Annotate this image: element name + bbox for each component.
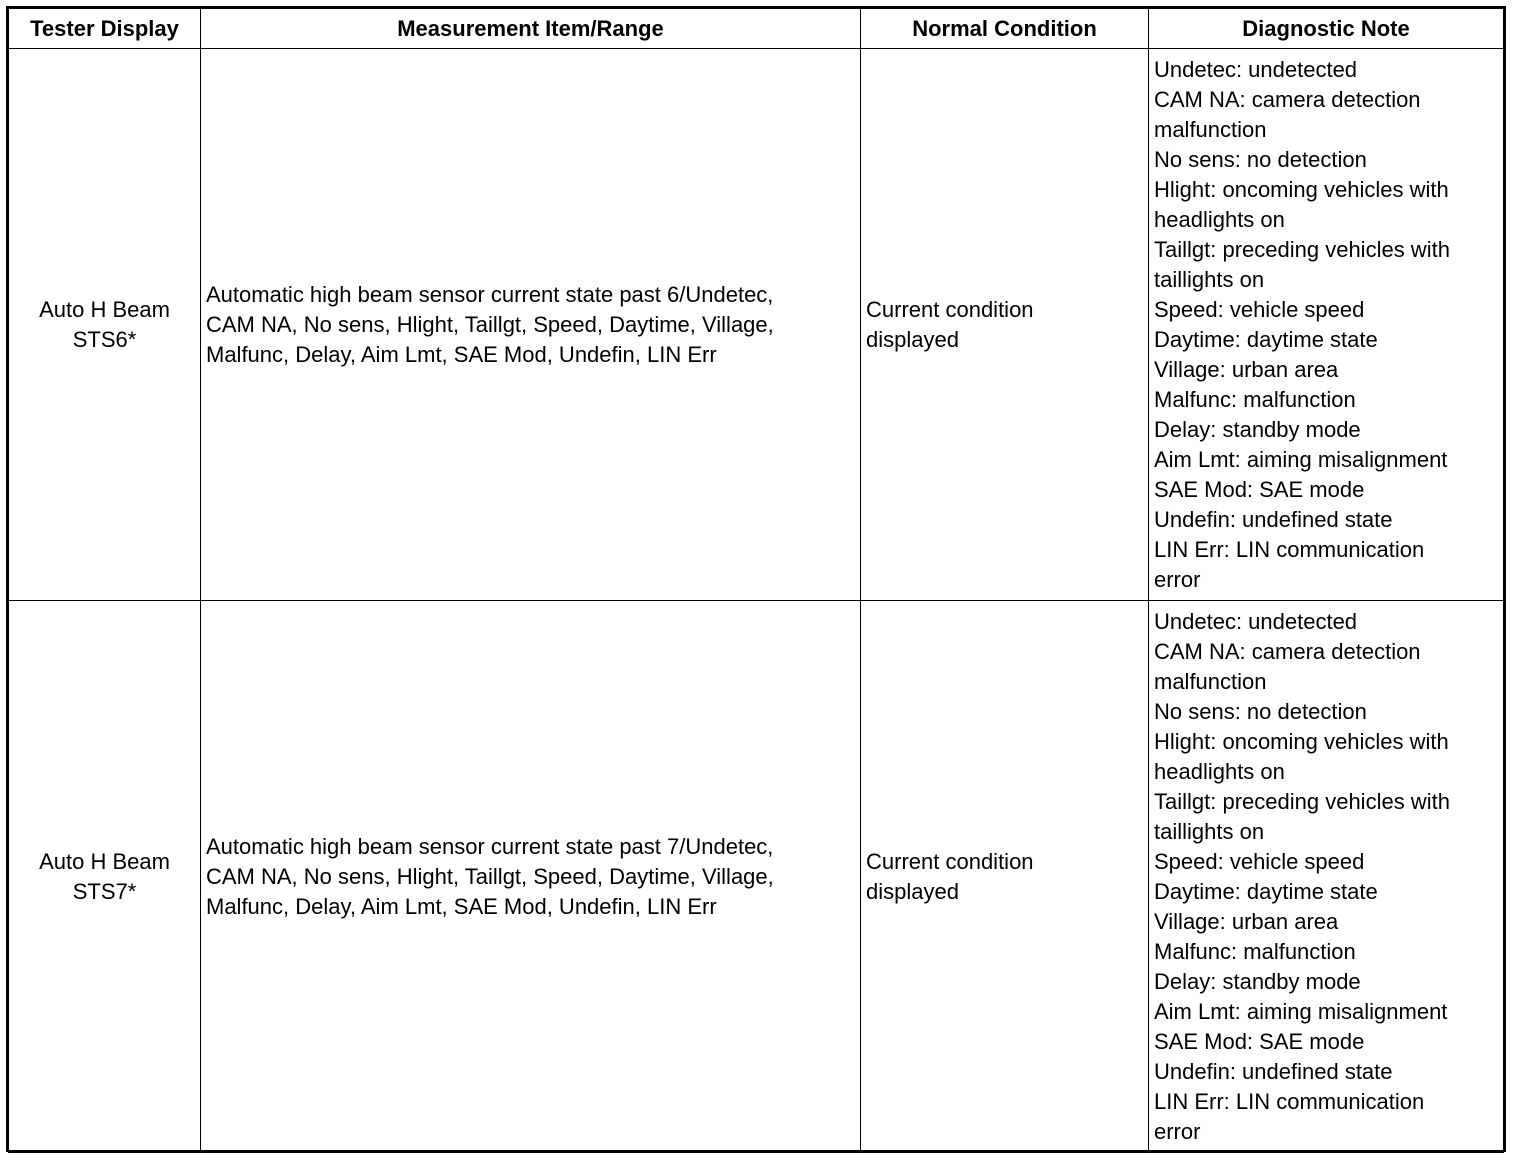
header-diagnostic-note: Diagnostic Note [1149, 9, 1504, 49]
normal-condition-cell [861, 49, 1149, 601]
diagnostic-note-line: No sens: no detection [1154, 147, 1367, 172]
diagnostic-note-line: malfunction [1154, 669, 1267, 694]
measurement-range-cell [201, 49, 861, 601]
diagnostic-note-line: SAE Mod: SAE mode [1154, 477, 1365, 502]
header-tester-display: Tester Display [9, 9, 201, 49]
diagnostic-note-line: Malfunc: malfunction [1154, 939, 1356, 964]
diagnostic-note-line: SAE Mod: SAE mode [1154, 1029, 1365, 1054]
diagnostic-note-line: Undefin: undefined state [1154, 507, 1393, 532]
diagnostic-note-line: taillights on [1154, 819, 1265, 844]
diagnostic-note-line: Undetec: undetected [1154, 57, 1358, 82]
measurement-range-line: Automatic high beam sensor current state past 6/Undetec, [206, 281, 774, 307]
diagnostic-note-line: Undefin: undefined state [1154, 1059, 1393, 1084]
diagnostic-note-line: CAM NA: camera detection [1154, 87, 1421, 112]
header-measurement-item-range: Measurement Item/Range [201, 9, 861, 49]
table-header-row [9, 9, 1504, 49]
diagnostic-note-line: Delay: standby mode [1154, 969, 1361, 994]
diagnostic-note-line: Malfunc: malfunction [1154, 387, 1356, 412]
tester-display-cell [9, 49, 201, 601]
diagnostic-note-line: error [1154, 567, 1201, 592]
diagnostic-table [8, 8, 1504, 1153]
diagnostic-note-line: taillights on [1154, 267, 1265, 292]
diagnostic-table-sheet [6, 6, 1506, 1152]
measurement-range-line: Automatic high beam sensor current state past 7/Undetec, [206, 833, 774, 859]
table-row [9, 601, 1504, 1153]
diagnostic-note-cell [1149, 49, 1504, 601]
tester-display-line: STS7* [72, 878, 137, 904]
diagnostic-note-line: Speed: vehicle speed [1154, 297, 1365, 322]
table-row [9, 49, 1504, 601]
diagnostic-note-line: headlights on [1154, 759, 1285, 784]
diagnostic-note-line: Village: urban area [1154, 909, 1339, 934]
measurement-range-line: CAM NA, No sens, Hlight, Taillgt, Speed, Daytime, Village, [206, 863, 774, 889]
measurement-range-line: Malfunc, Delay, Aim Lmt, SAE Mod, Undefin, LIN Err [206, 341, 717, 367]
diagnostic-note-line: LIN Err: LIN communication [1154, 1089, 1425, 1114]
diagnostic-note-line: Undetec: undetected [1154, 609, 1358, 634]
normal-condition-line: Current condition [866, 848, 1034, 874]
diagnostic-note-line: CAM NA: camera detection [1154, 639, 1421, 664]
tester-display-line: Auto H Beam [39, 848, 170, 874]
measurement-range-cell [201, 601, 861, 1153]
diagnostic-note-line: Village: urban area [1154, 357, 1339, 382]
diagnostic-note-line: Taillgt: preceding vehicles with [1154, 789, 1450, 814]
measurement-range-line: Malfunc, Delay, Aim Lmt, SAE Mod, Undefin, LIN Err [206, 893, 717, 919]
diagnostic-note-line: malfunction [1154, 117, 1267, 142]
diagnostic-note-line: Daytime: daytime state [1154, 879, 1378, 904]
measurement-range-line: CAM NA, No sens, Hlight, Taillgt, Speed, Daytime, Village, [206, 311, 774, 337]
normal-condition-line: displayed [866, 326, 959, 352]
diagnostic-note-line: Hlight: oncoming vehicles with [1154, 177, 1449, 202]
diagnostic-note-line: headlights on [1154, 207, 1285, 232]
diagnostic-note-line: No sens: no detection [1154, 699, 1367, 724]
diagnostic-note-line: error [1154, 1119, 1201, 1144]
tester-display-cell [9, 601, 201, 1153]
diagnostic-note-line: Daytime: daytime state [1154, 327, 1378, 352]
diagnostic-note-line: Aim Lmt: aiming misalignment [1154, 447, 1448, 472]
header-normal-condition: Normal Condition [861, 9, 1149, 49]
tester-display-line: STS6* [72, 326, 137, 352]
diagnostic-note-line: Taillgt: preceding vehicles with [1154, 237, 1450, 262]
normal-condition-line: displayed [866, 878, 959, 904]
diagnostic-note-cell [1149, 601, 1504, 1153]
normal-condition-line: Current condition [866, 296, 1034, 322]
diagnostic-note-line: Speed: vehicle speed [1154, 849, 1365, 874]
normal-condition-cell [861, 601, 1149, 1153]
tester-display-line: Auto H Beam [39, 296, 170, 322]
diagnostic-note-line: LIN Err: LIN communication [1154, 537, 1425, 562]
diagnostic-note-line: Hlight: oncoming vehicles with [1154, 729, 1449, 754]
diagnostic-note-line: Delay: standby mode [1154, 417, 1361, 442]
diagnostic-note-line: Aim Lmt: aiming misalignment [1154, 999, 1448, 1024]
